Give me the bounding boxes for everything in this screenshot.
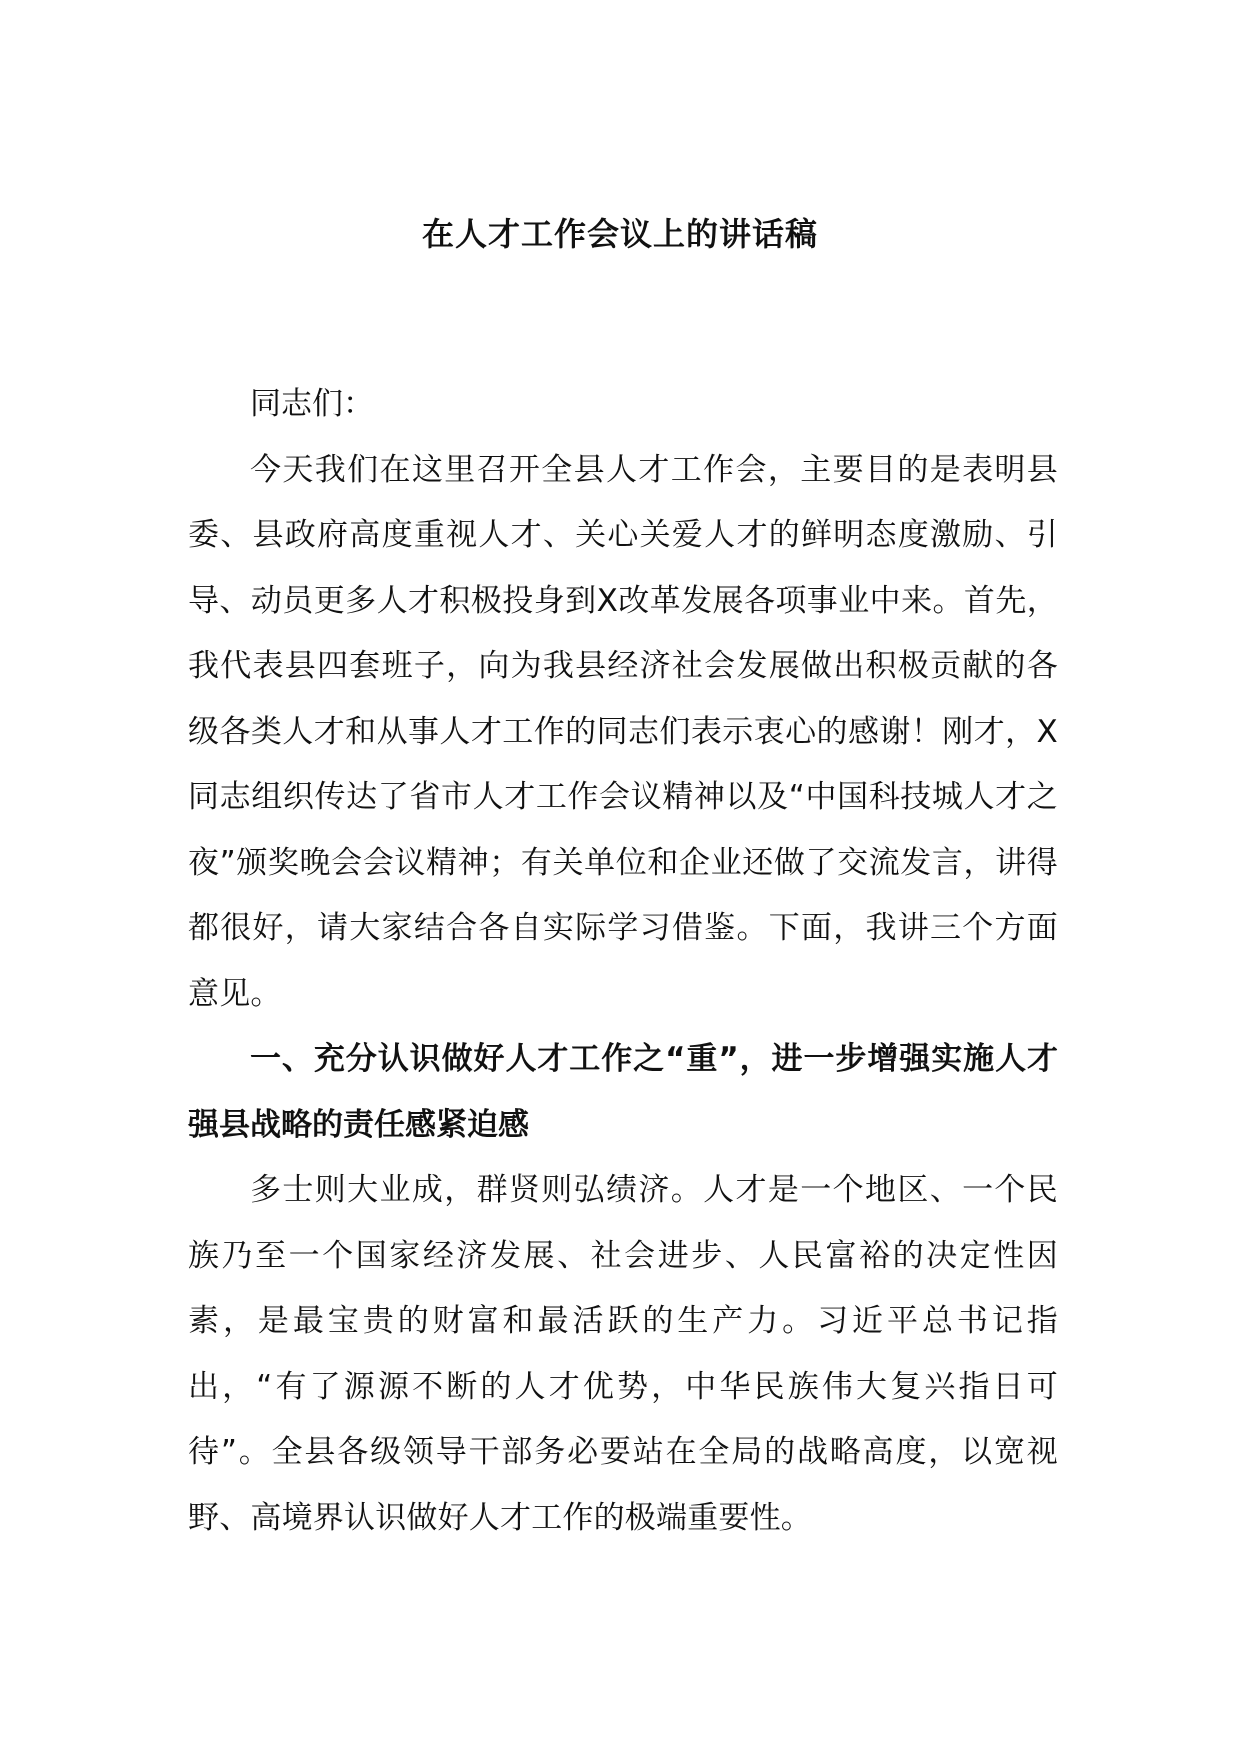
document-title: 在人才工作会议上的讲话稿 bbox=[421, 215, 818, 253]
paragraph-intro: 今天我们在这里召开全县人才工作会，主要目的是表明县委、县政府高度重视人才、关心关爱人才的鲜明态度激励、引导、动员更多人才积极投身到X改革发展各项事业中来。首先，我代表县四套班子，向为我县经济社会发展做出积极贡献的各级各类人才和从事人才工作的同志们表示衷心的感谢！刚才，X同志组织传达了省市人才工作会议精神以及“中国科技城人才之夜”颁奖晚会会议精神；有关单位和企业还做了交流发言，讲得都很好，请大家结合各自实际学习借鉴。下面，我讲三个方面意见。 bbox=[188, 451, 1058, 1012]
greeting: 同志们： bbox=[250, 386, 374, 422]
paragraph-section-1: 多士则大业成，群贤则弘绩济。人才是一个地区、一个民族乃至一个国家经济发展、社会进步、人民富裕的决定性因素，是最宝贵的财富和最活跃的生产力。习近平总书记指出，“有了源源不断的人才优势，中华民族伟大复兴指日可待”。全县各级领导干部务必要站在全局的战略高度，以宽视野、高境界认识做好人才工作的极端重要性。 bbox=[188, 1172, 1058, 1536]
document-body bbox=[188, 372, 1058, 1551]
section-heading-1: 一、充分认识做好人才工作之“重”，进一步增强实施人才强县战略的责任感紧迫感 bbox=[188, 1041, 1058, 1143]
